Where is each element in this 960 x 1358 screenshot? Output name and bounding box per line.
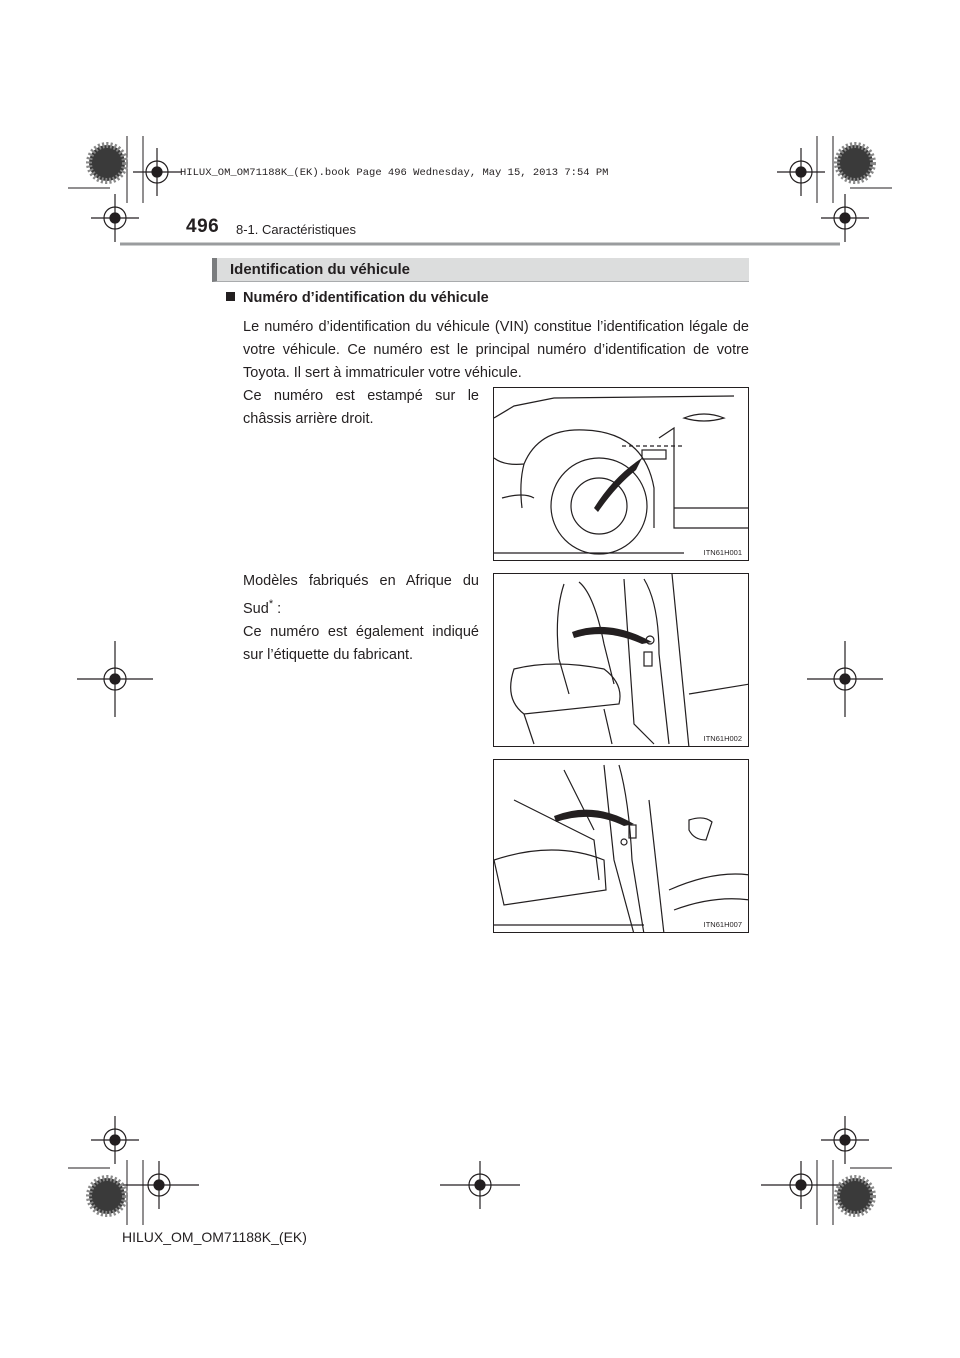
vin-intro-paragraph: Le numéro d’identification du véhicule (VIN) constitue l’identification légale de votre véhicule. Ce numéro est le principal numéro d’identification de votre Toyota. Il sert à immatriculer votre véhicule. bbox=[243, 319, 749, 381]
section-title: Identification du véhicule bbox=[230, 261, 411, 278]
figure-driver-seat-label bbox=[493, 573, 749, 747]
rear-wheel-frame-illustration bbox=[494, 388, 749, 561]
figure-bench-seat-label bbox=[493, 759, 749, 933]
south-africa-models-paragraph: Ce numéro est également indiqué sur l’étiquette du fabricant. bbox=[243, 623, 479, 663]
bench-seat-door-pillar-illustration bbox=[494, 760, 749, 933]
vin-location-paragraph: Ce numéro est estampé sur le châssis arrière droit. bbox=[243, 388, 479, 427]
figure-code: ITN61H002 bbox=[703, 734, 742, 743]
figure-code: ITN61H007 bbox=[703, 920, 742, 929]
chapter-title: 8-1. Caractéristiques bbox=[236, 222, 356, 237]
footer-manual-code: HILUX_OM_OM71188K_(EK) bbox=[122, 1229, 307, 1245]
subsection-heading bbox=[226, 290, 489, 306]
subsection-heading-text: Numéro d’identification du véhicule bbox=[243, 290, 489, 306]
page-number: 496 bbox=[186, 216, 220, 237]
figure-rear-wheel-frame bbox=[493, 387, 749, 561]
asterisk-footnote-marker: * bbox=[268, 598, 274, 610]
figure-code: ITN61H001 bbox=[703, 548, 742, 557]
south-africa-models-text bbox=[243, 570, 479, 667]
square-bullet-icon bbox=[226, 292, 235, 301]
south-africa-models-heading: Modèles fabriqués en Afrique du Sud* : bbox=[243, 573, 479, 617]
driver-seat-door-pillar-illustration bbox=[494, 574, 749, 747]
section-header-bar bbox=[212, 258, 749, 282]
vin-location-text bbox=[243, 385, 479, 431]
print-stamp: HILUX_OM_OM71188K_(EK).book Page 496 Wednesday, May 15, 2013 7:54 PM bbox=[180, 167, 609, 179]
